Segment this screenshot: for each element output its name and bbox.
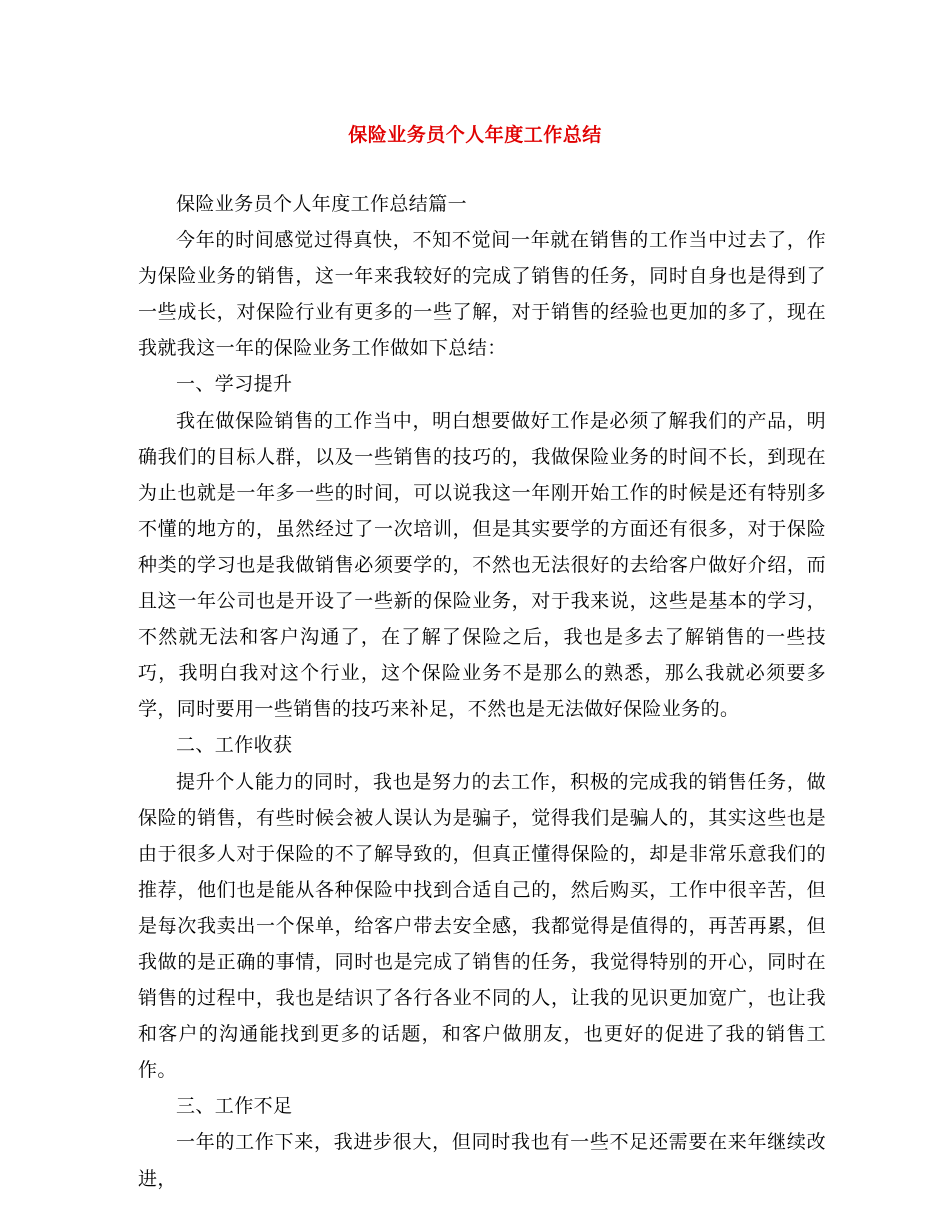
body-paragraph: 我在做保险销售的工作当中，明白想要做好工作是必须了解我们的产品，明确我们的目标人群，以及一些销售的技巧的，我做保险业务的时间不长，到现在为止也就是一年多一些的时间，可以说我这一年刚开始工作的时候是还有特别多不懂的地方的，虽然经过了一次培训，但是其实要学的方面还有很多，对于保险种类的学习也是我做销售必须要学的，不然也无法很好的去给客户做好介绍，而且这一年公司也是开设了一些新的保险业务，对于我来说，这些是基本的学习，不然就无法和客户沟通了，在了解了保险之后，我也是多去了解销售的一些技巧，我明白我对这个行业，这个保险业务不是那么的熟悉，那么我就必须要多学，同时要用一些销售的技巧来补足，不然也是无法做好保险业务的。: [138, 409, 826, 721]
body-paragraph: 提升个人能力的同时，我也是努力的去工作，积极的完成我的销售任务，做保险的销售，有些时候会被人误认为是骗子，觉得我们是骗人的，其实这些也是由于很多人对于保险的不了解导致的，但真正懂得保险的，却是非常乐意我们的推荐，他们也是能从各种保险中找到合适自己的，然后购买，工作中很辛苦，但是每次我卖出一个保单，给客户带去安全感，我都觉得是值得的，再苦再累，但我做的是正确的事情，同时也是完成了销售的任务，我觉得特别的开心，同时在销售的过程中，我也是结识了各行各业不同的人，让我的见识更加宽广，也让我和客户的沟通能找到更多的话题，和客户做朋友，也更好的促进了我的销售工作。: [138, 770, 826, 1082]
document-body: [138, 186, 826, 1197]
section-heading: 二、工作收获: [176, 734, 293, 757]
section-heading: 保险业务员个人年度工作总结篇一: [176, 193, 468, 215]
body-paragraph: 一年的工作下来，我进步很大，但同时我也有一些不足还需要在来年继续改进，: [138, 1131, 826, 1190]
section-heading: 一、学习提升: [176, 373, 293, 396]
section-heading: 三、工作不足: [176, 1095, 293, 1118]
body-paragraph: 今年的时间感觉过得真快，不知不觉间一年就在销售的工作当中过去了，作为保险业务的销售，这一年来我较好的完成了销售的任务，同时自身也是得到了一些成长，对保险行业有更多的一些了解，对于销售的经验也更加的多了，现在我就我这一年的保险业务工作做如下总结：: [138, 229, 826, 360]
document-title: 保险业务员个人年度工作总结: [348, 124, 602, 146]
